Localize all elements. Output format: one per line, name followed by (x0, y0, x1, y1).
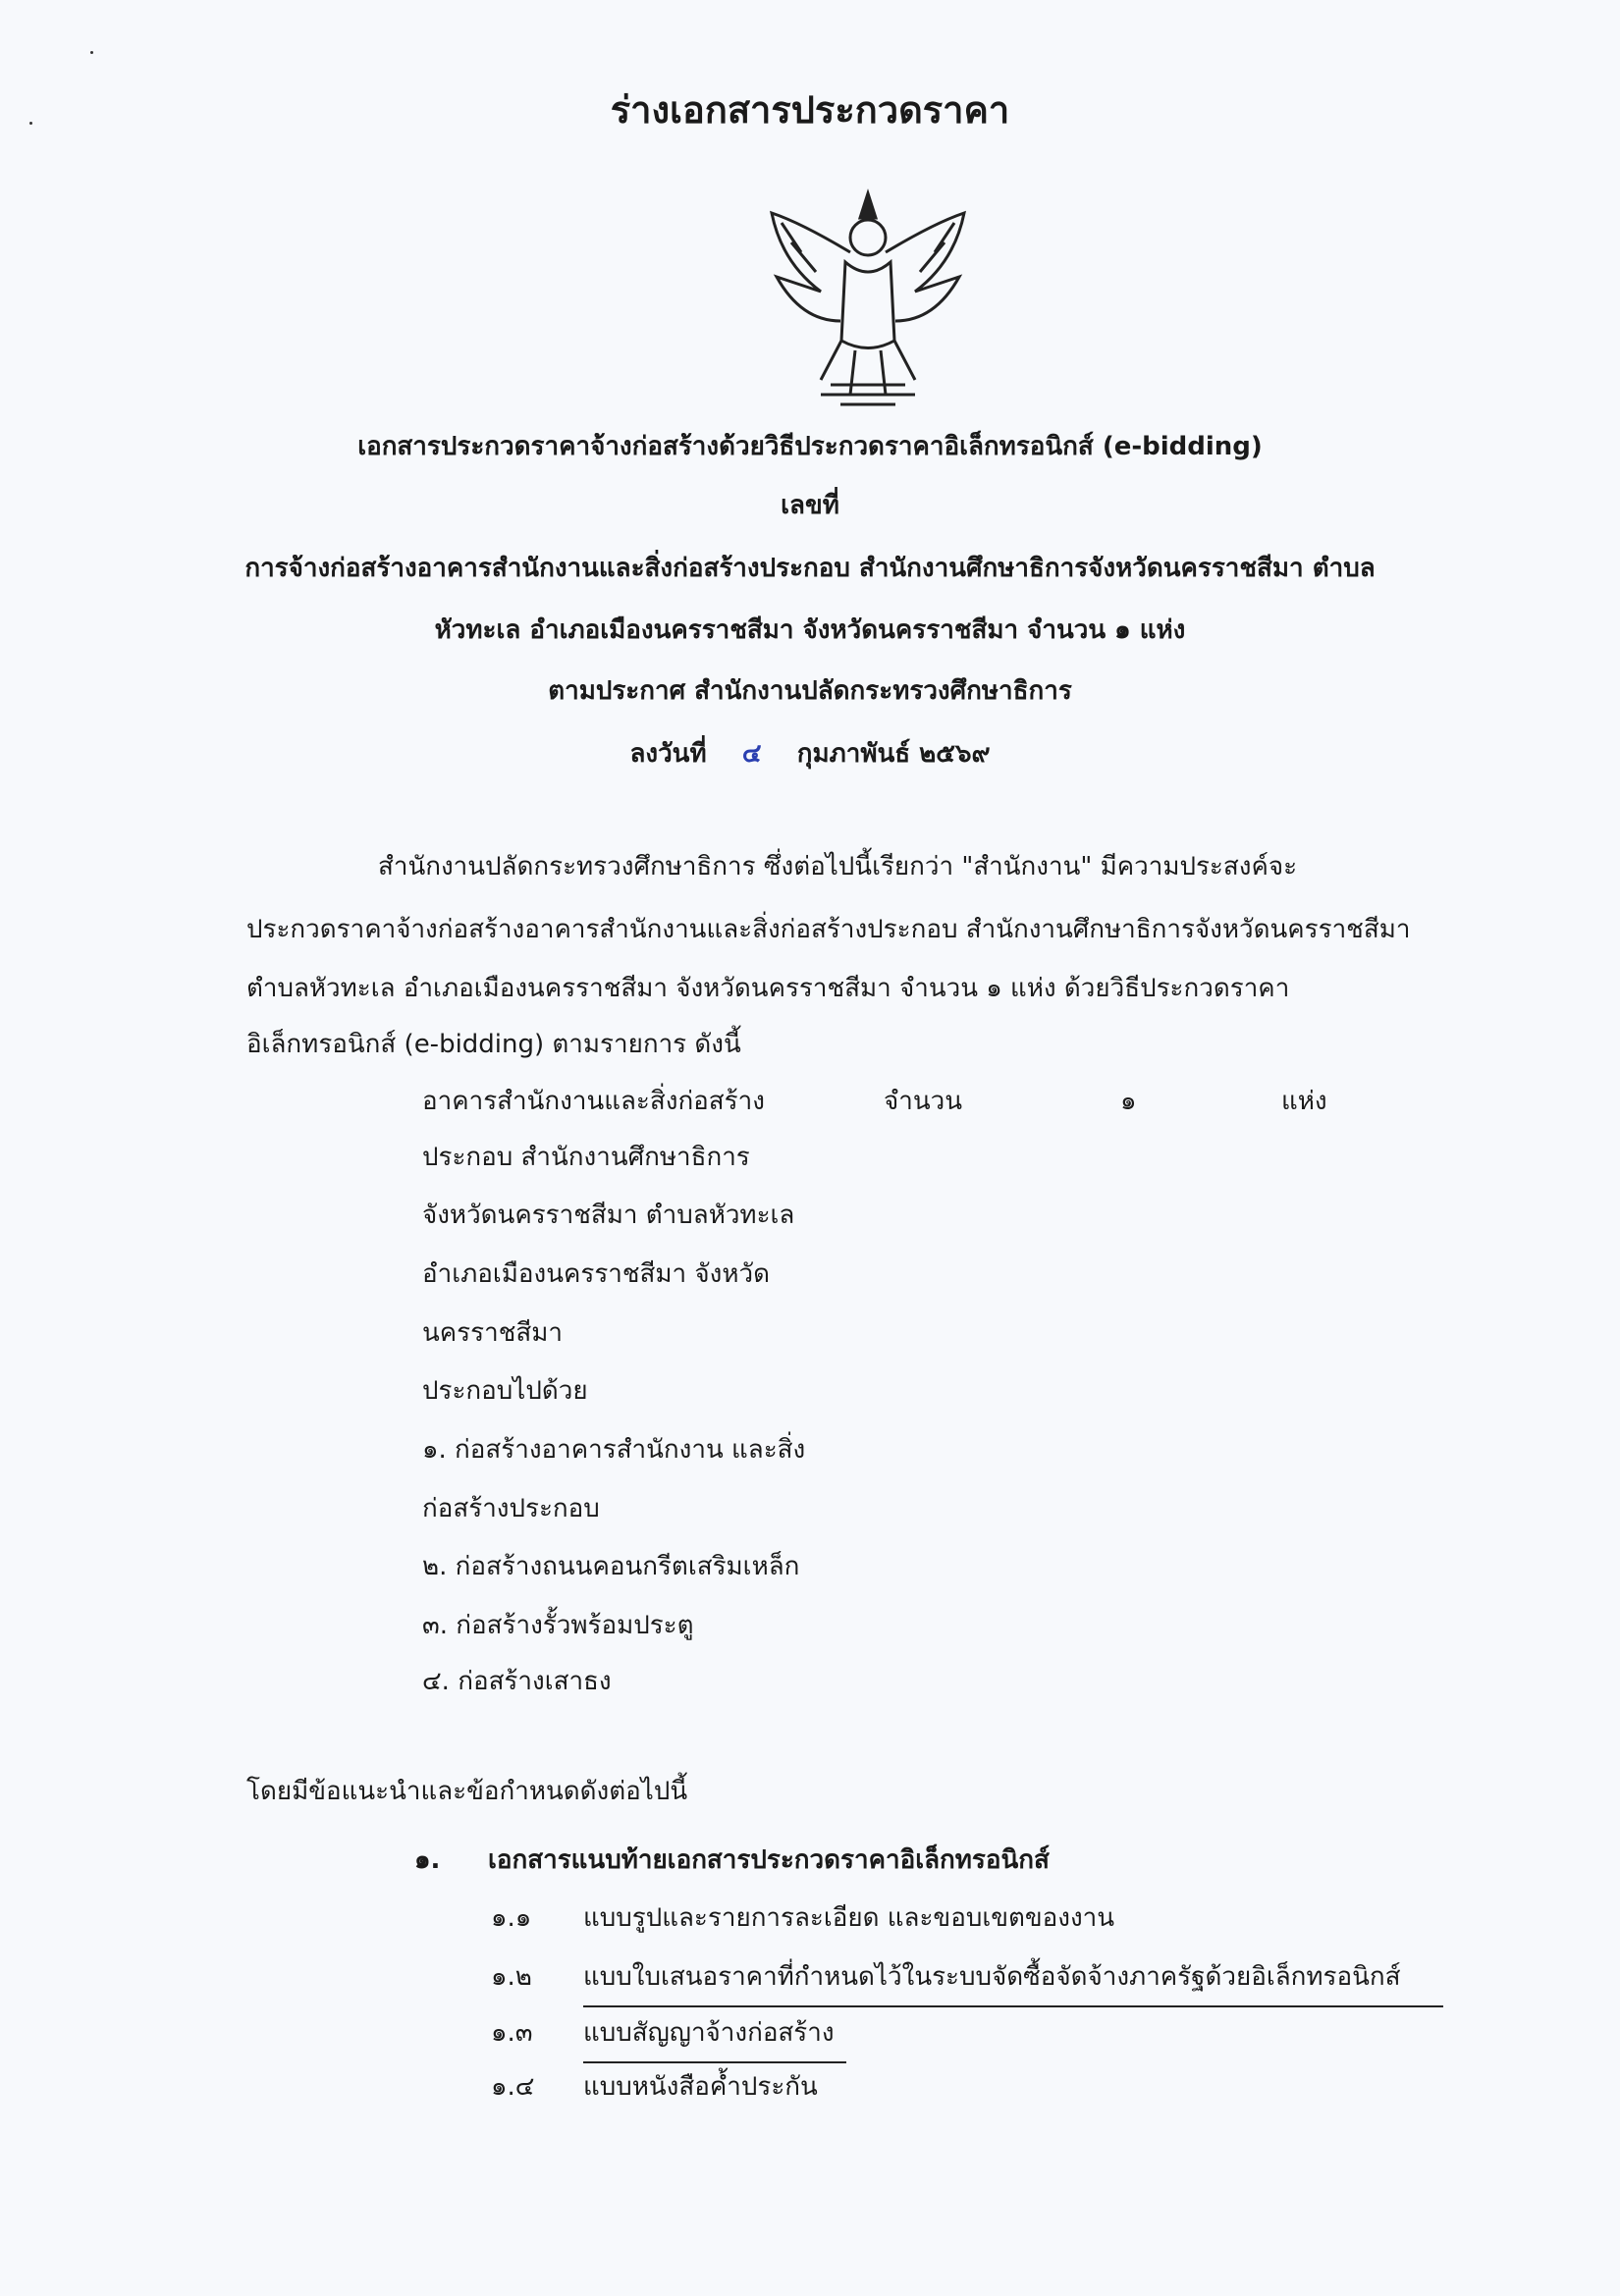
heading-line-5: ตามประกาศ สำนักงานปลัดกระทรวงศึกษาธิการ (548, 676, 1072, 706)
date-label: ลงวันที่ (629, 739, 707, 769)
intro-line: ประกวดราคาจ้างก่อสร้างอาคารสำนักงานและสิ่งก่อสร้างประกอบ สำนักงานศึกษาธิการจังหวัดนครราชสีมา (246, 915, 1411, 944)
item-line: ๑. ก่อสร้างอาคารสำนักงาน และสิ่ง (422, 1435, 806, 1465)
heading-date (0, 737, 1620, 771)
intro-line: อิเล็กทรอนิกส์ (e-bidding) ตามรายการ ดังนี้ (246, 1030, 741, 1059)
item-line: ประกอบ สำนักงานศึกษาธิการ (422, 1143, 750, 1172)
item-line: ๒. ก่อสร้างถนนคอนกรีตเสริมเหล็ก (422, 1552, 800, 1581)
underline (583, 2061, 846, 2063)
item-line: อาคารสำนักงานและสิ่งก่อสร้าง (422, 1087, 765, 1116)
item-line: ๔. ก่อสร้างเสาธง (422, 1667, 612, 1696)
item-line: จังหวัดนครราชสีมา ตำบลหัวทะเล (422, 1201, 795, 1230)
section-1-number: ๑. (414, 1845, 441, 1875)
attachment-number: ๑.๑ (491, 1903, 532, 1933)
attachment-number: ๑.๒ (491, 1962, 532, 1992)
garuda-emblem-icon (762, 184, 974, 410)
intro-line: ตำบลหัวทะเล อำเภอเมืองนครราชสีมา จังหวัดนครราชสีมา จำนวน ๑ แห่ง ด้วยวิธีประกวดราคา (246, 974, 1290, 1003)
scan-speck (90, 51, 93, 54)
attachment-text: แบบใบเสนอราคาที่กำหนดไว้ในระบบจัดซื้อจัดจ้างภาครัฐด้วยอิเล็กทรอนิกส์ (583, 1962, 1401, 1992)
heading-line-3: การจ้างก่อสร้างอาคารสำนักงานและสิ่งก่อสร้างประกอบ สำนักงานศึกษาธิการจังหวัดนครราชสีมา ตำบล (244, 554, 1376, 583)
item-unit: แห่ง (1281, 1087, 1327, 1116)
item-line: ๓. ก่อสร้างรั้วพร้อมประตู (422, 1611, 694, 1640)
document-title: ร่างเอกสารประกวดราคา (610, 88, 1010, 132)
item-line: อำเภอเมืองนครราชสีมา จังหวัด (422, 1259, 770, 1289)
heading-line-4: หัวทะเล อำเภอเมืองนครราชสีมา จังหวัดนครราชสีมา จำนวน ๑ แห่ง (434, 615, 1186, 645)
item-line: ประกอบไปด้วย (422, 1376, 588, 1406)
heading-line-1: เอกสารประกวดราคาจ้างก่อสร้างด้วยวิธีประกวดราคาอิเล็กทรอนิกส์ (e-bidding) (357, 432, 1263, 461)
attachment-text: แบบสัญญาจ้างก่อสร้าง (583, 2018, 835, 2048)
attachment-text: แบบรูปและรายการละเอียด และขอบเขตของงาน (583, 1903, 1115, 1933)
item-qty: ๑ (1120, 1087, 1137, 1116)
item-line: ก่อสร้างประกอบ (422, 1494, 600, 1523)
conditions-intro: โดยมีข้อแนะนำและข้อกำหนดดังต่อไปนี้ (246, 1777, 688, 1806)
attachment-text: แบบหนังสือค้ำประกัน (583, 2072, 818, 2102)
attachment-number: ๑.๓ (491, 2018, 533, 2048)
item-qty-label: จำนวน (884, 1087, 962, 1116)
intro-line: สำนักงานปลัดกระทรวงศึกษาธิการ ซึ่งต่อไปนี้เรียกว่า "สำนักงาน" มีความประสงค์จะ (378, 852, 1298, 881)
heading-doc-number: เลขที่ (781, 491, 839, 520)
attachment-number: ๑.๔ (491, 2072, 535, 2102)
underline (583, 2005, 1443, 2007)
section-1-title: เอกสารแนบท้ายเอกสารประกวดราคาอิเล็กทรอนิกส์ (488, 1845, 1050, 1875)
item-line: นครราชสีมา (422, 1318, 563, 1348)
date-month-year: กุมภาพันธ์ ๒๕๖๙ (796, 739, 991, 769)
date-day: ๔ (741, 739, 762, 769)
